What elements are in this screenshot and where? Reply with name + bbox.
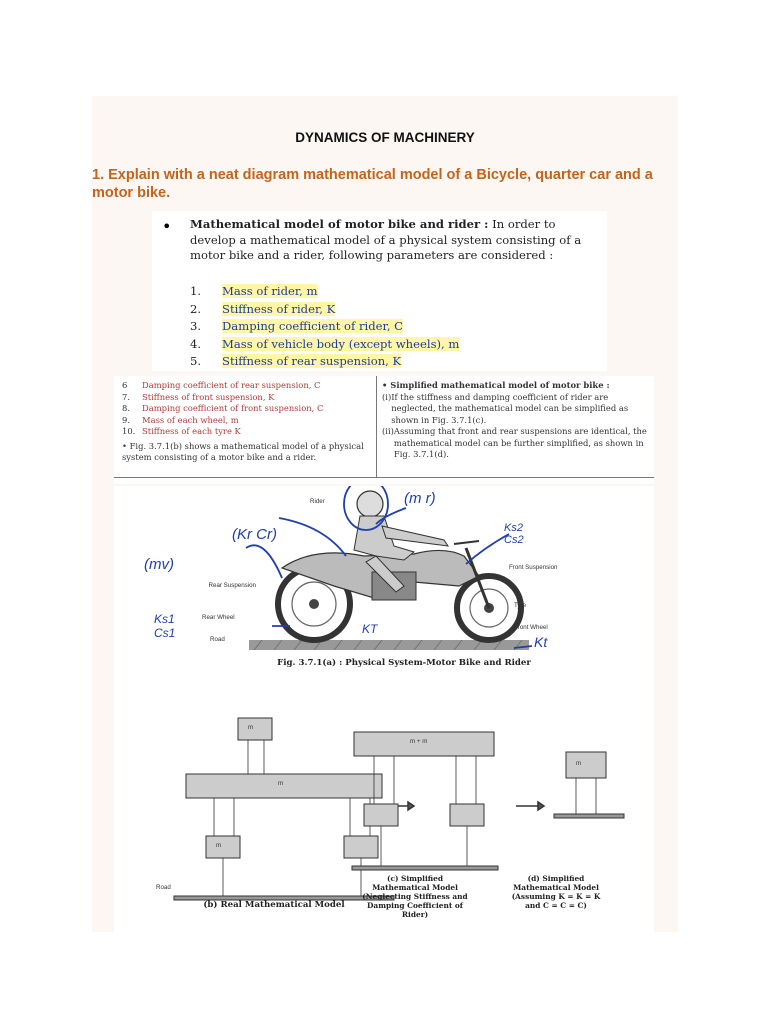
label-mw: m	[216, 842, 222, 849]
scan-two-column	[114, 376, 654, 484]
motorbike-figure	[114, 486, 654, 932]
label-meq: m	[576, 760, 582, 767]
list-item: (ii) Assuming that front and rear suspensions are identical, the mathematical model can be further simplified, as shown in Fig. 3.7.1(d).	[382, 426, 647, 459]
rider-helmet	[357, 491, 383, 517]
caption-fig-d: (d) Simplified Mathematical Model (Assuming K = K = K and C = C = C)	[511, 874, 601, 910]
scan-rule	[114, 477, 654, 478]
caption-fig-a: Fig. 3.7.1(a) : Physical System-Motor Bike and Rider	[277, 658, 531, 668]
list-item: 5. Stiffness of rear suspension, K	[190, 354, 402, 368]
handwritten-ks2-cs2: Ks2 Cs2	[504, 522, 524, 546]
label-rear-suspension: Rear Suspension	[208, 582, 256, 589]
label-front-suspension: Front Suspension	[509, 564, 558, 571]
label-front-wheel: Front Wheel	[514, 624, 548, 631]
list-item: (i) If the stiffness and damping coefficient of rider are neglected, the mathematical model can be simplified as shown in Fig. 3.7.1(c).	[382, 391, 629, 425]
handwritten-mv: (mv)	[144, 556, 174, 573]
parameter-list	[190, 283, 610, 371]
handwritten-kt: KT	[362, 622, 378, 636]
handwritten-ks1-cs1: Ks1 Cs1	[154, 612, 176, 640]
left-bullet-text: • Fig. 3.7.1(b) shows a mathematical model of a physical system consisting of a motor bike and a rider.	[122, 440, 364, 462]
list-item: 4. Mass of vehicle body (except wheels), m	[190, 336, 460, 351]
simplified-model-d	[554, 752, 624, 818]
question-text: 1. Explain with a neat diagram mathematical model of a Bicycle, quarter car and a motor bike.	[92, 167, 653, 201]
figure-scan	[114, 486, 654, 932]
left-column	[122, 380, 372, 464]
caption-fig-c: (c) Simplified Mathematical Model (Neglecting Stiffness and Damping Coefficient of Rider)	[362, 874, 468, 919]
list-item: 2. Stiffness of rider, K	[190, 301, 336, 316]
handwritten-kr-cr: (Kr Cr)	[232, 526, 277, 543]
label-road: Road	[210, 636, 225, 643]
column-divider	[376, 376, 377, 478]
list-item: 8. Damping coefficient of front suspension, C	[122, 403, 324, 413]
handwritten-kt-right: Kt	[534, 634, 548, 650]
right-heading: • Simplified mathematical model of motor bike :	[382, 380, 610, 390]
list-item: 6 Damping coefficient of rear suspension, C	[122, 380, 321, 390]
bullet-icon: •	[162, 217, 172, 236]
label-rider: Rider	[310, 498, 325, 505]
right-column	[382, 380, 650, 461]
label-mv: m	[278, 780, 284, 787]
document-title: DYNAMICS OF MACHINERY	[295, 130, 475, 145]
list-item: 1. Mass of rider, m	[190, 284, 318, 298]
intro-body: In order to develop a mathematical model of a physical system consisting of a motor bike and a rider, following parameters are considered :	[190, 217, 582, 262]
document-page	[92, 96, 678, 932]
label-mr: m	[248, 724, 254, 731]
list-item: 7. Stiffness of front suspension, K	[122, 391, 275, 402]
label-mv-mr: m + m	[410, 738, 428, 745]
label-road-model: Road	[156, 884, 171, 891]
label-rear-wheel: Rear Wheel	[202, 614, 235, 621]
list-item: 9. Mass of each wheel, m	[122, 414, 239, 425]
caption-fig-b: (b) Real Mathematical Model	[203, 900, 345, 910]
list-item: 3. Damping coefficient of rider, C	[190, 319, 404, 333]
list-item: 10. Stiffness of each tyre K	[122, 426, 241, 436]
scan-parameters	[152, 211, 607, 371]
intro-heading: Mathematical model of motor bike and rider :	[190, 217, 489, 231]
handwritten-mr: (m r)	[404, 490, 436, 507]
label-tyre: Tyre	[514, 602, 527, 609]
intro-paragraph	[190, 217, 598, 264]
